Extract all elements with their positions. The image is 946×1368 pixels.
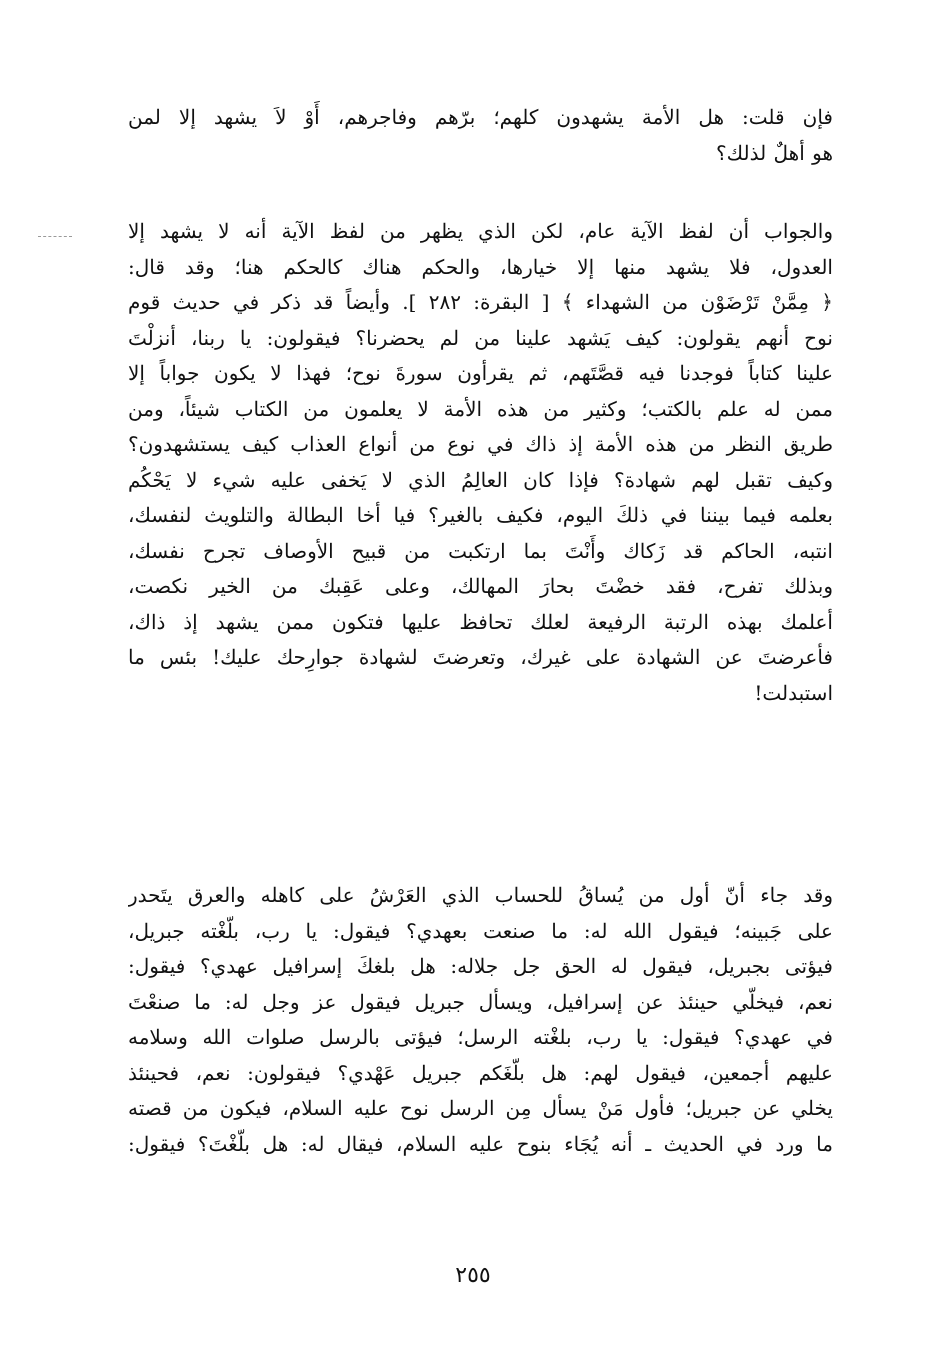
text-line: وكيف تقبل لهم شهادة؟ فإذا كان العالِمُ الذي لا يَخفى عليه شيء لا يَحْكُم <box>128 467 833 492</box>
text-line: فأعرضتَ عن الشهادة على غيرك، وتعرضتَ لشهادة جوارِحك عليك! بئس ما <box>128 645 833 669</box>
paragraph-3 <box>128 878 833 1162</box>
paragraph-1 <box>128 100 833 171</box>
text-line: أعلمك بهذه الرتبة الرفيعة لعلك تحافظ عليها فتكون ممن يشهد إذ ذاك، <box>128 609 833 634</box>
text-line: طريق النظر من هذه الأمة إذ ذاك في نوع من أنواع العذاب كيف يستشهدون؟ <box>128 432 833 456</box>
text-line: والجواب أن لفظ الآية عام، لكن الذي يظهر من لفظ الآية أنه لا يشهد إلا <box>128 219 833 243</box>
text-line: هو أهلٌ لذلك؟ <box>716 140 833 165</box>
text-line: على جَبينه؛ فيقول الله له: ما صنعت بعهدي؟ فيقول: يا رب، بلّغْته جبريل، <box>128 918 833 943</box>
text-line: ممن له علم بالكتب؛ وكثير من هذه الأمة لا يعلمون من الكتاب شيئاً، ومن <box>128 396 833 421</box>
text-line: في عهدي؟ فيقول: يا رب، بلغْته الرسل؛ فيؤتى بالرسل صلوات الله وسلامه <box>128 1025 833 1049</box>
text-line: وبذلك تفرح، فقد خضْتَ بحارَ المهالك، وعلى عَقِبك من الخير نكصت، <box>128 574 833 598</box>
text-line: وقد جاء أنّ أول من يُساقُ للحساب الذي العَرْشُ على كاهله والعرق يتَحدر <box>128 883 833 907</box>
text-line: انتبه، الحاكم قد زَكاك وأَنْتَ بما ارتكبت من قبيح الأوصاف تجرح نفسك، <box>128 538 833 563</box>
text-line: بعلمه فيما بيننا في ذلكَ اليوم، فكيف بالغير؟ فيا أخا البطالة والتلويث لنفسك، <box>128 503 833 527</box>
text-line: فإن قلت: هل الأمة يشهدون كلهم؛ برّهم وفاجرهم، أَوْ لاَ يشهد إلا لمن <box>128 105 833 129</box>
text-line: يخلي عن جبريل؛ فأول مَنْ يسأل مِن الرسل نوح عليه السلام، فيكون من قصته <box>128 1096 833 1120</box>
text-line: علينا كتاباً فوجدنا فيه قصَّتَهم، ثم يقرأون سورةَ نوح؛ فهذا لا يكون جواباً إلا <box>128 361 833 385</box>
text-line: عليهم أجمعين، فيقول لهم: هل بلّغَكم جبريل عَهْدي؟ فيقولون: نعم، فحينئذ <box>128 1060 833 1085</box>
text-line: نوح أنهم يقولون: كيف يَشهد علينا من لم يحضرنا؟ فيقولون: يا ربنا، أنزلْتَ <box>128 325 833 350</box>
text-line: العدول، فلا يشهد منها إلا خيارها، والحكم هناك كالحكم هنا؛ وقد قال: <box>128 254 833 279</box>
text-line: فيؤتى بجبريل، فيقول له الحق جل جلاله: هل بلغكَ إسرافيل عهدي؟ فيقول: <box>128 954 833 978</box>
page-number: ٢٥٥ <box>455 1263 491 1288</box>
margin-mark <box>38 236 72 237</box>
text-line: استبدلت! <box>754 680 833 705</box>
paragraph-2 <box>128 214 833 711</box>
text-line: نعم، فيخلّي حينئذ عن إسرافيل، ويسأل جبريل فيقول عز وجل له: ما صنعْتَ <box>128 989 833 1014</box>
text-line: ما ورد في الحديث ـ أنه يُجَاء بنوح عليه السلام، فيقال له: هل بلّغْتَ؟ فيقول: <box>128 1131 833 1156</box>
text-line: ﴿ مِمَّنْ تَرْضَوْن من الشهداء ﴾ [ البقرة: ٢٨٢ ]. وأيضاً قد ذكر في حديث قوم <box>128 290 833 314</box>
